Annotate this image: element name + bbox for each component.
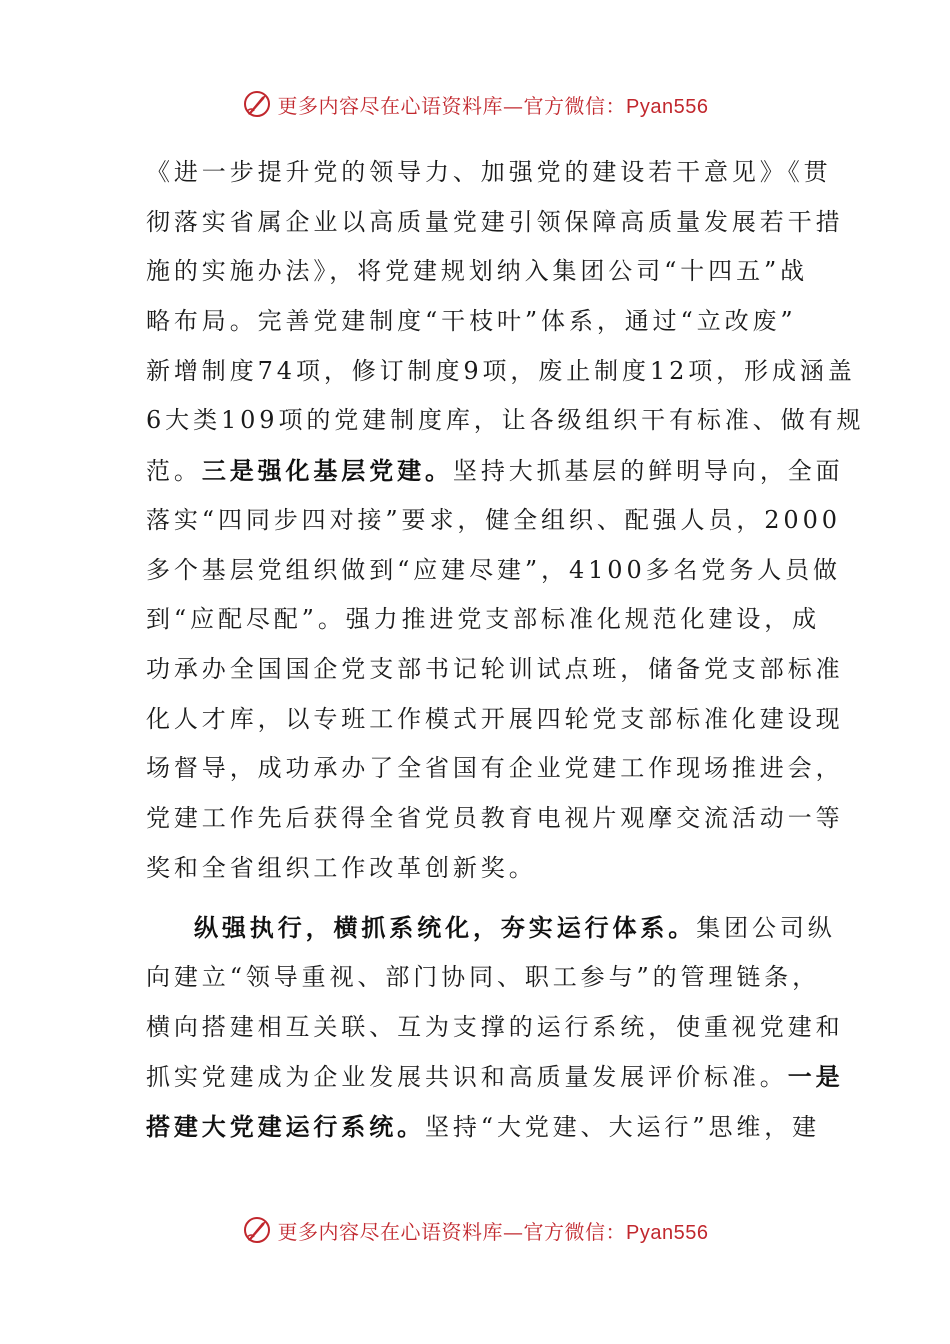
quill-logo-icon [242,1215,272,1245]
text-run: 多个基层党组织做到“应建尽建”，4100多名党务人员做 [146,555,841,584]
text-run: 横向搭建相互关联、互为支撑的运行系统，使重视党建和 [146,1012,844,1041]
text-run: 抓实党建成为企业发展共识和高质量发展评价标准。 [146,1063,788,1092]
text-line [146,446,844,496]
text-run: 坚持大抓基层的鲜明导向，全面 [452,457,844,486]
text-line [146,645,844,695]
text-line [146,1003,844,1053]
watermark-text: 更多内容尽在心语资料库—官方微信：Pyan556 [277,1219,709,1244]
bold-heading: 搭建大党建运行系统。 [146,1112,425,1142]
text-line [146,198,844,248]
quill-logo-icon [242,89,272,119]
text-run: 功承办全国国企党支部书记轮训试点班，储备党支部标准 [146,654,844,683]
text-line [146,844,808,894]
text-line [146,953,821,1003]
text-run: 新增制度74项，修订制度9项，废止制度12项，形成涵盖 [146,356,856,385]
text-line [146,1052,844,1102]
text-line [146,1102,821,1152]
text-line [146,744,844,794]
text-run: 到“应配尽配”。强力推进党支部标准化规范化建设，成 [146,605,821,634]
text-run: 向建立“领导重视、部门协同、职工参与”的管理链条， [146,963,821,991]
text-run: 6大类109项的党建制度库，让各级组织干有标准、做有规 [146,406,865,435]
text-run: 党建工作先后获得全省党员教育电视片观摩交流活动一等 [146,803,844,832]
text-run: 落实“四同步四对接”要求，健全组织、配强人员，2000 [146,505,841,534]
text-run: 场督导，成功承办了全省国有企业党建工作现场推进会， [146,754,844,783]
text-run: 范。 [146,457,202,486]
watermark-header [0,84,950,124]
document-body [146,148,865,1152]
text-line [146,396,865,446]
text-line [146,903,836,953]
text-line [146,247,808,297]
bold-heading: 三是强化基层党建。 [201,456,453,486]
text-run: 奖和全省组织工作改革创新奖。 [146,853,537,882]
text-run: 《进一步提升党的领导力、加强党的建设若干意见》《贯 [146,158,832,186]
bold-heading: 纵强执行，横抓系统化，夯实运行体系。 [194,913,697,943]
text-run: 集团公司纵 [696,914,836,943]
bold-heading: 一是 [787,1062,844,1092]
text-run: 彻落实省属企业以高质量党建引领保障高质量发展若干措 [146,207,844,236]
text-line [146,546,841,596]
text-line [146,347,856,397]
text-line [146,148,832,198]
text-line [146,496,841,546]
watermark-text: 更多内容尽在心语资料库—官方微信：Pyan556 [277,93,709,118]
text-line [146,794,844,844]
text-run: 略布局。完善党建制度“干枝叶”体系，通过“立改废” [146,307,797,336]
text-run: 化人才库，以专班工作模式开展四轮党支部标准化建设现 [146,704,844,733]
text-line [146,297,808,347]
text-line [146,595,821,645]
watermark-footer [0,1210,950,1250]
text-line [146,695,844,745]
text-run: 施的实施办法》，将党建规划纳入集团公司“十四五”战 [146,257,809,286]
text-run: 坚持“大党建、大运行”思维，建 [425,1113,821,1142]
